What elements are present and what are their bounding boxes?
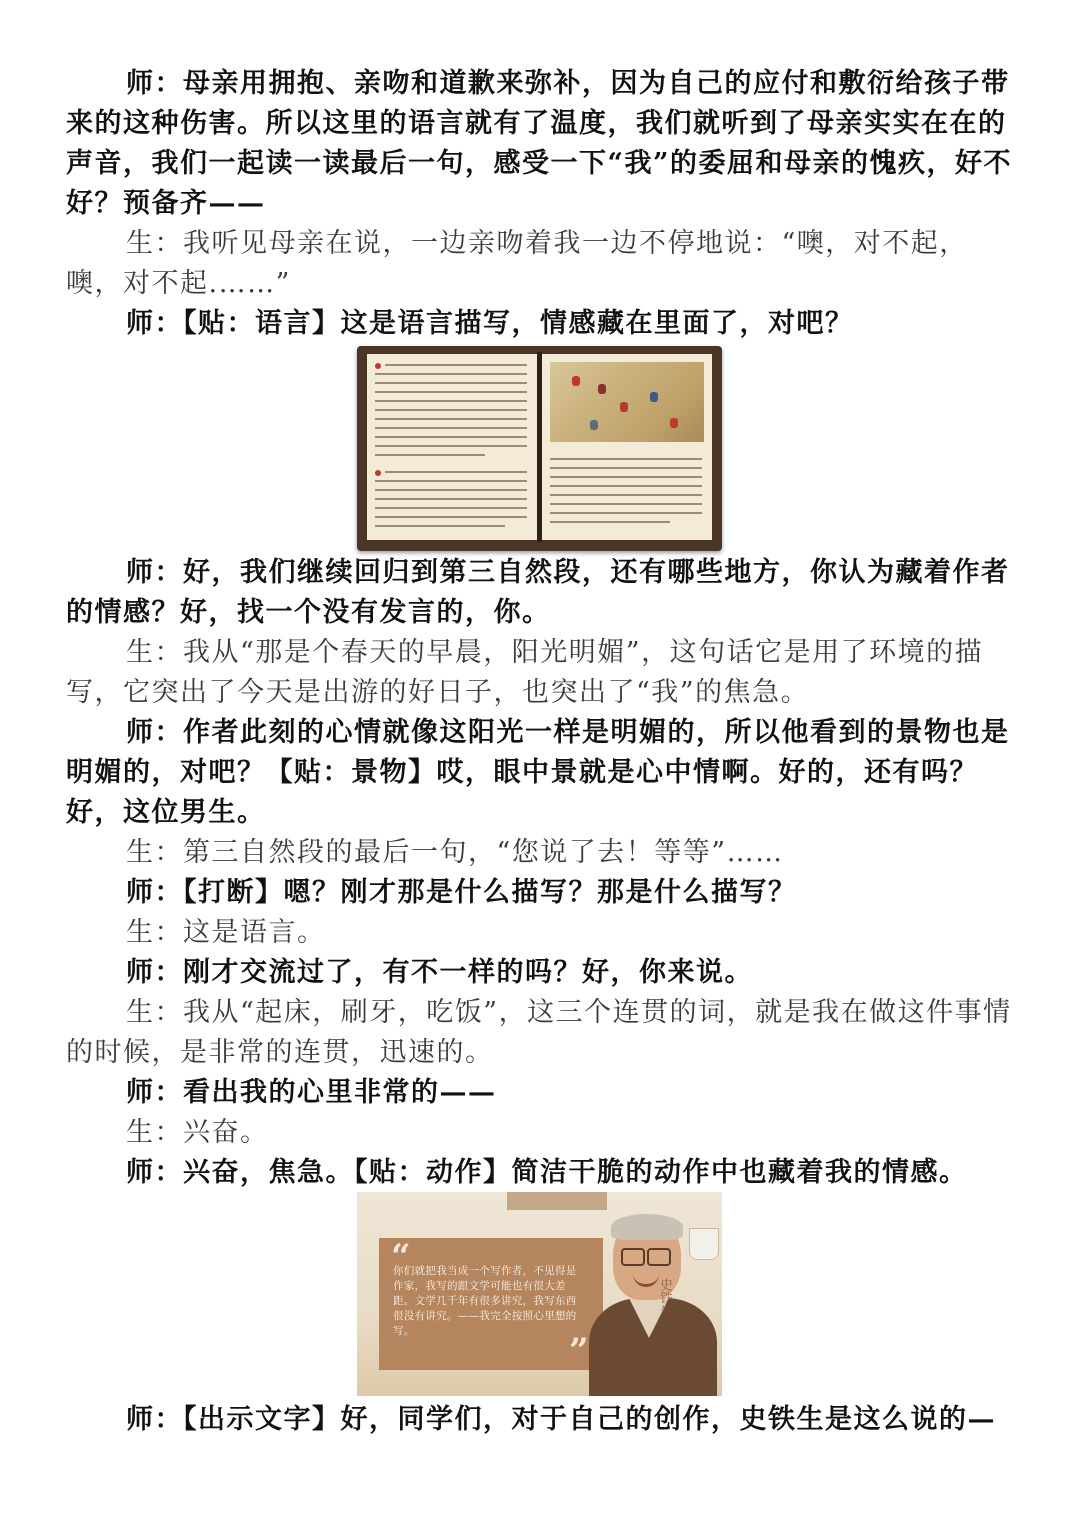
- speaker-label: 生：: [126, 637, 183, 668]
- paragraph-student-4: [66, 913, 1014, 953]
- paragraph-teacher-5: [66, 873, 1014, 913]
- speaker-label: 生：: [126, 837, 183, 868]
- speaker-label: 生：: [126, 997, 183, 1028]
- author-signature: 史铁生: [657, 1278, 672, 1317]
- speaker-label: 师：: [126, 877, 183, 908]
- author-quote-image: [357, 1192, 722, 1396]
- paragraph-text: 这是语言。: [183, 917, 326, 948]
- paragraph-student-2: [66, 633, 1014, 713]
- paragraph-teacher-6: [66, 953, 1014, 993]
- paragraph-teacher-8: [66, 1153, 1014, 1193]
- speaker-label: 师：: [126, 1404, 183, 1435]
- paragraph-text: 好，我们继续回归到第三自然段，还有哪些地方，你认为藏着作者的情感？好，找一个没有发言的，你。: [66, 557, 1010, 628]
- paragraph-text: 刚才交流过了，有不一样的吗？好，你来说。: [183, 957, 753, 988]
- paragraph-text: 兴奋，焦急。【贴：动作】简洁干脆的动作中也藏着我的情感。: [183, 1157, 968, 1188]
- book-right-page: [542, 354, 712, 540]
- paragraph-text: 兴奋。: [183, 1117, 269, 1148]
- paragraph-student-6: [66, 1113, 1014, 1153]
- paragraph-text: 作者此刻的心情就像这阳光一样是明媚的，所以他看到的景物也是明媚的，对吧？【贴：景物】哎，眼中景就是心中情啊。好的，还有吗？好，这位男生。: [66, 717, 1010, 828]
- paragraph-teacher-3: [66, 553, 1014, 633]
- open-quote-icon: “: [391, 1237, 411, 1277]
- paragraph-text: 【打断】嗯？刚才那是什么描写？那是什么描写？: [183, 877, 797, 908]
- book-left-page: [367, 354, 537, 540]
- speaker-label: 师：: [126, 957, 183, 988]
- quote-text: 你们就把我当成一个写作者，不见得是作家，我写的跟文学可能也有很大差距。文学几千年有很多讲究，我写东西很没有讲究。——我完全按照心里想的写。: [393, 1265, 577, 1337]
- speaker-label: 师：: [126, 68, 183, 99]
- paragraph-text: 我从“起床，刷牙，吃饭”，这三个连贯的词，就是我在做这件事情的时候，是非常的连贯，迅速的。: [66, 997, 1012, 1068]
- paragraph-teacher-1: [66, 64, 1014, 224]
- speaker-label: 生：: [126, 228, 183, 259]
- paragraph-text: 第三自然段的最后一句，“您说了去！等等”……: [183, 837, 784, 868]
- speaker-label: 师：: [126, 717, 183, 748]
- close-quote-icon: ”: [569, 1331, 589, 1371]
- paragraph-text: 母亲用拥抱、亲吻和道歉来弥补，因为自己的应付和敷衍给孩子带来的这种伤害。所以这里的语言就有了温度，我们就听到了母亲实实在在的声音，我们一起读一读最后一句，感受一下“我”的委屈和母亲的愧疚，好不好？预备齐——: [66, 68, 1013, 219]
- author-portrait: [589, 1202, 717, 1396]
- paragraph-teacher-4: [66, 713, 1014, 833]
- paragraph-student-5: [66, 993, 1014, 1073]
- paragraph-text: 我从“那是个春天的早晨，阳光明媚”，这句话它是用了环境的描写，它突出了今天是出游的好日子，也突出了“我”的焦急。: [66, 637, 984, 708]
- paragraph-text: 【出示文字】好，同学们，对于自己的创作，史铁生是这么说的—: [183, 1404, 996, 1435]
- paragraph-teacher-7: [66, 1073, 1014, 1113]
- paragraph-teacher-9: [66, 1400, 1014, 1440]
- textbook-page-image: [357, 346, 722, 551]
- speaker-label: 师：: [126, 1077, 183, 1108]
- children-playing-illustration: [550, 362, 704, 442]
- paragraph-text: 我听见母亲在说，一边亲吻着我一边不停地说：“噢，对不起，噢，对不起.……”: [66, 228, 968, 299]
- paragraph-text: 【贴：语言】这是语言描写，情感藏在里面了，对吧？: [183, 308, 854, 339]
- paragraph-marker-icon: [375, 470, 381, 476]
- paragraph-student-3: [66, 833, 1014, 873]
- paragraph-student-1: [66, 224, 1014, 304]
- speaker-label: 生：: [126, 917, 183, 948]
- speaker-label: 生：: [126, 1117, 183, 1148]
- paragraph-text: 看出我的心里非常的——: [183, 1077, 497, 1108]
- paragraph-teacher-2: [66, 304, 1014, 344]
- paragraph-marker-icon: [375, 363, 381, 369]
- speaker-label: 师：: [126, 557, 183, 588]
- speaker-label: 师：: [126, 1157, 183, 1188]
- speaker-label: 师：: [126, 308, 183, 339]
